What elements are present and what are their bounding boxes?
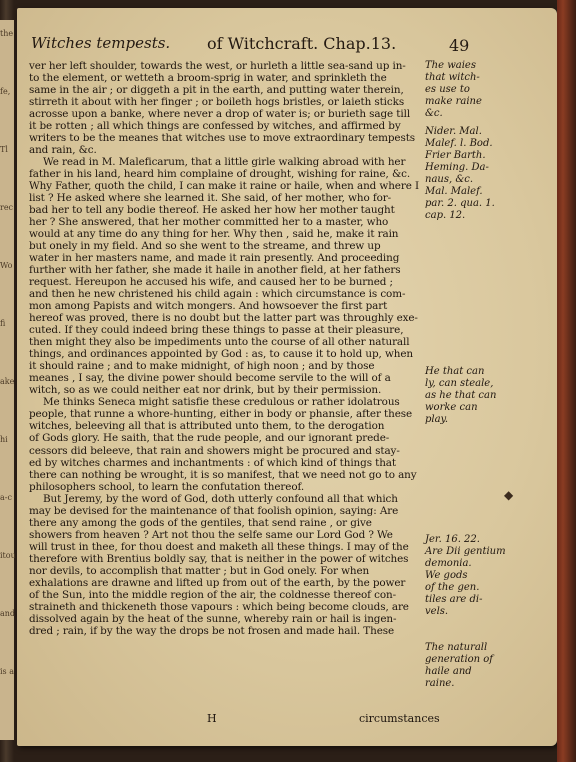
text-line: dred ; rain, if by the way the drops be not frosen and made hail. These <box>29 624 395 637</box>
marginal-note-line: Are Dii gentium <box>425 546 506 557</box>
gutter-fragment: and <box>0 609 16 618</box>
text-line: philosophers school, to learn the confutation thereof. <box>29 480 305 493</box>
gutter-fragment: itou <box>0 551 16 560</box>
text-line: things, and ordinances appointed by God : as, to cause it to hold up, when <box>29 348 413 361</box>
marginal-note-line: ly, can steale, <box>425 378 494 389</box>
gutter-fragment: the <box>0 29 14 38</box>
marginal-note-line: raine. <box>425 678 455 689</box>
text-line: nor devils, to accomplish that matter ; but in God onely. For when <box>29 564 370 577</box>
text-line: therefore with Brentius boldly say, that is neither in the power of witches <box>29 552 409 565</box>
text-line: Why Father, quoth the child, I can make it raine or haile, when and where I <box>29 180 419 193</box>
marginal-note-line: make raine <box>425 96 482 107</box>
marginal-note-line: es use to <box>425 84 470 95</box>
text-line: of the Sun, into the middle region of the air, the coldnesse thereof con- <box>29 588 397 601</box>
text-line: exhalations are drawne and lifted up from out of the earth, by the power <box>29 576 406 589</box>
gutter-fragment: hi <box>0 435 8 444</box>
marginal-note-line: haile and <box>425 666 472 677</box>
text-line: same in the air ; or diggeth a pit in the earth, and putting water therein, <box>29 84 404 97</box>
catchword: circumstances <box>359 712 440 725</box>
gutter-fragment: is a <box>0 667 14 676</box>
text-line: cessors did beleeve, that rain and showers might be procured and stay- <box>29 444 400 457</box>
text-line: bad her to tell any bodie thereof. He asked her how her mother taught <box>29 204 395 217</box>
text-line: list ? He asked where she learned it. She said, of her mother, who for- <box>29 192 392 205</box>
text-line: further with her father, she made it haile in another field, at her fathers <box>29 264 401 277</box>
text-line: father in his land, heard him complaine of drought, wishing for raine, &c. <box>29 168 411 181</box>
text-line: may be devised for the maintenance of that foolish opinion, saying: Are <box>29 504 399 517</box>
marginal-note-line: as he that can <box>425 390 497 401</box>
gutter-fragment: fe, <box>0 87 11 96</box>
text-line: witches, beleeving all that is attributed unto them, to the derogation <box>29 420 385 433</box>
text-line: but onely in my field. And so she went to the streame, and threw up <box>29 240 381 253</box>
pin-hole: ◆ <box>504 488 514 502</box>
running-head-left: Witches tempests. <box>31 34 171 52</box>
marginal-note-line: Nider. Mal. <box>425 126 482 137</box>
text-line: stirreth it about with her finger ; or boileth hogs bristles, or laieth sticks <box>29 96 405 109</box>
marginal-note-line: Frier Barth. <box>425 150 486 161</box>
marginal-note-line: Heming. Da- <box>425 162 489 173</box>
marginal-note-line: We gods <box>425 570 468 581</box>
marginal-note-line: cap. 12. <box>425 210 466 221</box>
text-line: it be rotten ; all which things are confessed by witches, and affirmed by <box>29 120 401 133</box>
gutter-fragment: ake <box>0 377 15 386</box>
facing-page-edge <box>0 20 14 740</box>
text-line: ed by witches charmes and inchantments : of which kind of things that <box>29 456 396 469</box>
marginal-note-line: &c. <box>425 108 443 119</box>
gutter-fragment: rec <box>0 203 14 212</box>
marginal-note-line: that witch- <box>425 72 480 83</box>
marginal-note-line: naus, &c. <box>425 174 474 185</box>
text-line: request. Hereupon he accused his wife, and caused her to be burned ; <box>29 276 393 289</box>
marginal-note-line: tiles are di- <box>425 594 483 605</box>
text-line: meanes , I say, the divine power should become servile to the will of a <box>29 372 391 385</box>
text-line: there any among the gods of the gentiles, that send raine , or give <box>29 516 372 529</box>
marginal-note-line: He that can <box>425 366 485 377</box>
text-line: will trust in thee, for thou doest and maketh all these things. I may of the <box>29 540 409 553</box>
text-line: then might they also be impediments unto the course of all other naturall <box>29 336 410 349</box>
text-line: We read in M. Maleficarum, that a little girle walking abroad with her <box>43 156 406 169</box>
book-cover-edge <box>557 0 576 762</box>
marginal-note-line: of the gen. <box>425 582 480 593</box>
text-line: writers to be the meanes that witches use to move extraordinary tempests <box>29 132 416 145</box>
marginal-note-waies <box>425 60 553 120</box>
text-line: water in her masters name, and made it rain presently. And proceeding <box>29 252 400 265</box>
text-line: and then he new christened his child again : which circumstance is com- <box>29 288 406 301</box>
text-line: dissolved again by the heat of the sunne, whereby rain or hail is ingen- <box>29 612 397 625</box>
marginal-note-references <box>425 126 553 222</box>
text-line: mon among Papists and witch mongers. And howsoever the first part <box>29 300 388 313</box>
text-line: But Jeremy, by the word of God, doth utterly confound all that which <box>43 492 398 505</box>
marginal-note-line: The naturall <box>425 642 488 653</box>
text-line: her ? She answered, that her mother committed her to a master, who <box>29 216 389 229</box>
marginal-note-line: The waies <box>425 60 476 71</box>
marginal-note-jeremy <box>425 534 553 618</box>
marginal-note-line: Malef. l. Bod. <box>425 138 493 149</box>
gutter-fragment: fi <box>0 319 6 328</box>
running-head-center: of Witchcraft. Chap.13. <box>207 34 397 53</box>
main-text-column <box>29 60 429 637</box>
text-line: of Gods glory. He saith, that the rude people, and our ignorant prede- <box>29 432 390 445</box>
text-line: hereof was proved, there is no doubt but the latter part was throughly exe- <box>29 312 418 325</box>
text-line: would at any time do any thing for her. Why then , said he, make it rain <box>29 228 399 241</box>
marginal-note-line: Mal. Malef. <box>425 186 483 197</box>
book-page <box>17 8 557 746</box>
text-line: Me thinks Seneca might satisfie these credulous or rather idolatrous <box>43 396 400 409</box>
marginal-note-naturall <box>425 642 553 690</box>
marginal-note-line: generation of <box>425 654 493 665</box>
text-line: ver her left shoulder, towards the west, or hurleth a little sea-sand up in- <box>29 60 406 72</box>
page-number: 49 <box>449 36 470 55</box>
gutter-fragment: Tl <box>0 145 8 154</box>
gutter-fragment: Wo <box>0 261 13 270</box>
marginal-note-line: par. 2. qua. 1. <box>425 198 495 209</box>
text-line: to the element, or wetteth a broom-sprig in water, and sprinkleth the <box>29 72 387 85</box>
marginal-note-line: demonia. <box>425 558 472 569</box>
text-line: and rain, &c. <box>29 144 97 157</box>
marginal-note-line: Jer. 16. 22. <box>425 534 480 545</box>
text-line: people, that runne a whore-hunting, either in body or phansie, after these <box>29 408 413 421</box>
text-line: acrosse upon a banke, where never a drop of water is; or burieth sage till <box>29 108 411 121</box>
text-line: it should raine ; and to make midnight, of high noon ; and by those <box>29 360 375 373</box>
marginal-note-line: vels. <box>425 606 449 617</box>
text-line: showers from heaven ? Art not thou the selfe same our Lord God ? We <box>29 528 393 541</box>
text-line: straineth and thickeneth those vapours : which being become clouds, are <box>29 600 409 613</box>
marginal-note-he-that-can <box>425 366 553 426</box>
gutter-fragment: a-c <box>0 493 12 502</box>
signature-mark: H <box>207 712 217 725</box>
marginal-note-line: worke can <box>425 402 478 413</box>
marginal-note-line: play. <box>425 414 449 425</box>
text-line: cuted. If they could indeed bring these things to passe at their pleasure, <box>29 324 404 337</box>
text-line: there can nothing be wrought, it is so manifest, that we need not go to any <box>29 468 417 481</box>
text-line: witch, so as we could neither eat nor drink, but by their permission. <box>29 384 382 397</box>
